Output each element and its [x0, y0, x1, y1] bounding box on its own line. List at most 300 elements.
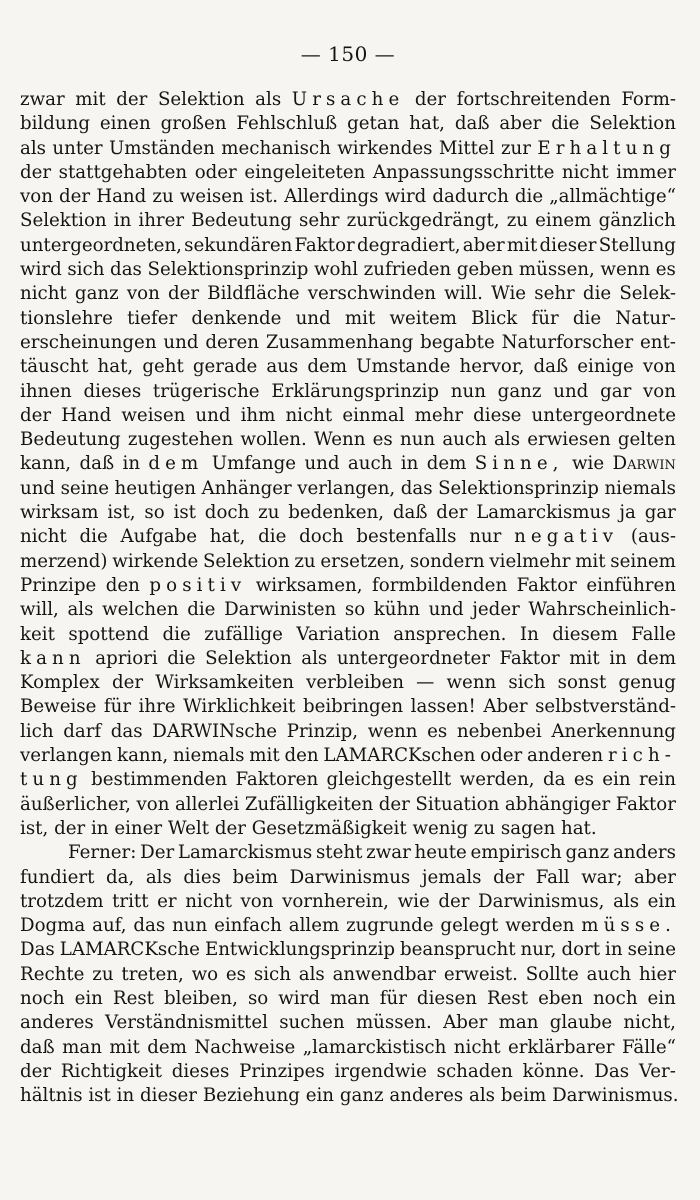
word: vornherein, [282, 890, 389, 912]
word: Ferner: [68, 842, 137, 864]
text-line [20, 1060, 676, 1084]
word: dem [147, 1036, 187, 1058]
word: die [187, 599, 216, 621]
word: welchen [102, 599, 179, 621]
word: noch [20, 987, 65, 1009]
word: will, [20, 599, 59, 621]
word: nur [469, 526, 502, 548]
word: Variation [296, 623, 380, 645]
word: in [122, 453, 141, 475]
word: dies [183, 866, 221, 888]
text-line [20, 185, 676, 209]
word: Stellung [598, 234, 676, 256]
word: Darwinismus. [552, 1085, 679, 1107]
word: hat, [97, 356, 134, 378]
word: LAMARCKschen [323, 745, 476, 767]
word: wenn [367, 720, 418, 742]
word: untergeordnete [531, 404, 676, 426]
word: der [493, 866, 525, 888]
word: Welt [167, 817, 210, 839]
word: Der [140, 842, 175, 864]
word: einem [535, 210, 592, 232]
word: heutigen [114, 477, 196, 499]
word: Selektion [589, 113, 676, 135]
text-line [20, 963, 676, 987]
word: tung [20, 769, 83, 791]
word: man [62, 1036, 102, 1058]
word: genug [618, 672, 676, 694]
text-line [20, 258, 676, 282]
word: dem [148, 453, 204, 475]
word: Selektion [202, 550, 290, 572]
text-line [20, 695, 676, 719]
text-line [20, 525, 676, 549]
word: ersetzen, [320, 550, 406, 572]
text-line [20, 477, 676, 501]
word: niemals [172, 745, 245, 767]
text-line [20, 88, 676, 112]
word: ist. [249, 186, 279, 208]
word: Faktor [499, 647, 560, 669]
word: Prinzipes [239, 1060, 325, 1082]
word: in [113, 210, 132, 232]
text-line [20, 914, 676, 938]
word: Ursache [291, 89, 405, 110]
word: seine [60, 477, 109, 499]
word: man [329, 987, 370, 1009]
word: nun [450, 380, 486, 402]
word: gar [644, 502, 676, 524]
word: Wenn [314, 429, 366, 451]
word: das [400, 477, 433, 499]
word: Fälle“ [621, 1036, 676, 1058]
word: kann, [20, 453, 72, 475]
word: von [20, 186, 53, 208]
word: rein [638, 769, 676, 791]
word: schaden [436, 1060, 513, 1082]
word: Zufälligkeiten [244, 793, 374, 815]
word: nicht [285, 404, 333, 426]
word: der [116, 89, 148, 110]
word: bestimmenden [91, 769, 228, 791]
word: untergeordneten, [20, 234, 182, 256]
word: dieser [139, 1085, 197, 1107]
word: als [20, 137, 46, 159]
word: sehr [298, 210, 340, 232]
word: treten, [121, 963, 184, 985]
word: begabte [420, 331, 495, 353]
text-line [20, 866, 676, 890]
word: dieses [83, 380, 142, 402]
word: erklärbarer [508, 1036, 615, 1058]
word: trügerische [152, 380, 260, 402]
word: auch [586, 963, 632, 985]
text-line [20, 744, 676, 768]
word: Wirklichkeit [183, 696, 296, 718]
word: Verständnismittel [105, 1012, 268, 1034]
word: eben [538, 987, 583, 1009]
word: hervor, [459, 356, 525, 378]
word: sagen [500, 817, 556, 839]
word: darf [63, 720, 102, 742]
word: wenn [446, 672, 497, 694]
word: Umfange [211, 453, 297, 475]
word: lich [20, 720, 54, 742]
word: erscheinungen [20, 331, 157, 353]
word: sehr [534, 283, 575, 305]
word: war; [581, 866, 623, 888]
word: aber [499, 113, 542, 135]
paragraph [20, 841, 679, 1108]
word: wird [278, 987, 320, 1009]
word: Darwin [612, 453, 676, 475]
word: sondern [409, 550, 485, 572]
word: will. [444, 283, 483, 305]
word: ganz [497, 380, 542, 402]
word: bildung [20, 113, 90, 135]
word: sonst [557, 672, 607, 694]
word: als [255, 89, 282, 110]
word: Darwinisten [224, 599, 337, 621]
text-line [20, 331, 676, 355]
word: verschwinden [307, 283, 436, 305]
word: von [642, 356, 676, 378]
word: daß [454, 113, 490, 135]
text-line [20, 817, 676, 841]
word: erwiesen [527, 429, 611, 451]
word: anderes [389, 1085, 464, 1107]
text-line [20, 307, 676, 331]
word: das [110, 720, 143, 742]
word: Prinzipe [20, 574, 97, 596]
word: steht [315, 842, 363, 864]
word: Umständen [108, 137, 215, 159]
word: Das [20, 939, 55, 961]
word: wird [384, 186, 427, 208]
text-line [20, 647, 676, 671]
word: glaube [549, 1012, 613, 1034]
word: Bedeutung [20, 429, 121, 451]
word: Allerdings [284, 186, 379, 208]
word: mit [75, 89, 106, 110]
page-number: — 150 — [300, 42, 396, 66]
word: in [400, 453, 419, 475]
word: nicht, [623, 1012, 676, 1034]
text-line [20, 623, 676, 647]
word: daß [20, 1036, 55, 1058]
word: seinem [610, 550, 676, 572]
word: die [79, 526, 108, 548]
word: Anhänger [201, 477, 292, 499]
word: der [20, 404, 52, 426]
word: Fall [535, 866, 570, 888]
text-line [20, 501, 676, 525]
word: so [344, 599, 366, 621]
word: daß [533, 356, 569, 378]
word: auch [347, 453, 393, 475]
word: (aus- [630, 526, 676, 548]
word: fundiert [20, 866, 95, 888]
word: mit [344, 307, 376, 329]
word: und [20, 477, 56, 499]
text-line [20, 380, 676, 404]
word: die [167, 647, 196, 669]
word: dieses [171, 1060, 230, 1082]
word: weitem [389, 307, 457, 329]
word: Naturforscher [501, 331, 634, 353]
word: der [168, 283, 200, 305]
word: einige [577, 356, 634, 378]
word: zufrieden [363, 259, 452, 281]
word: täuscht [20, 356, 89, 378]
word: dadurch [432, 186, 509, 208]
word: kann [20, 647, 86, 669]
word: für [103, 696, 132, 718]
word: sekundären [184, 234, 293, 256]
word: diesen [416, 987, 477, 1009]
word: dieser [539, 234, 597, 256]
word: In [519, 623, 539, 645]
word: zufällige [204, 623, 283, 645]
text-line [20, 234, 676, 258]
word: Aufgabe [120, 526, 197, 548]
word: werden [505, 915, 575, 937]
word: geht [142, 356, 184, 378]
word: er [157, 890, 177, 912]
word: immer [616, 161, 676, 183]
word: Faktor [294, 234, 355, 256]
word: niemals [604, 477, 676, 499]
word: von [240, 890, 274, 912]
word: Sinne, [474, 453, 564, 475]
word: einen [99, 113, 151, 135]
word: anderen [527, 745, 604, 767]
text-line [20, 938, 676, 962]
word: Selek- [619, 283, 676, 305]
word: wenig [412, 817, 468, 839]
word: Wirksamkeiten [155, 672, 294, 694]
word: das [110, 259, 142, 281]
word: es [427, 720, 448, 742]
word: ihre [138, 696, 176, 718]
text-line [20, 282, 676, 306]
word: wie [397, 890, 430, 912]
text-line [20, 720, 676, 744]
word: anders [612, 842, 676, 864]
word: trotzdem [20, 890, 104, 912]
word: anderes [20, 1012, 94, 1034]
word: der [414, 89, 447, 110]
word: DARWINsche [152, 720, 278, 742]
word: Bedeutung [191, 210, 292, 232]
word: Darwinismus [289, 866, 411, 888]
word: gelegt [440, 915, 499, 937]
word: bedenken, [288, 502, 385, 524]
word: ihnen [20, 380, 72, 402]
word: der [20, 1060, 52, 1082]
word: Erhaltung [537, 137, 676, 159]
word: der [214, 817, 246, 839]
word: die [551, 113, 580, 135]
word: Bildfläche [207, 283, 300, 305]
word: einer [114, 817, 163, 839]
word: untergeordneter [336, 647, 490, 669]
word: ein [74, 987, 103, 1009]
word: zu [473, 817, 496, 839]
word: Falle [631, 623, 676, 645]
word: empirisch [470, 842, 562, 864]
word: einfach [214, 915, 282, 937]
word: wirksam [20, 502, 99, 524]
word: jeder [472, 599, 520, 621]
word: in [90, 817, 109, 839]
word: Hand [61, 404, 112, 426]
word: getan [347, 113, 400, 135]
word: Zusammenhang [265, 331, 414, 353]
word: doch [299, 526, 344, 548]
word: wie [571, 453, 605, 475]
word: hat. [561, 817, 597, 839]
text-line [20, 987, 676, 1011]
text-line [20, 768, 676, 792]
word: verlangen, [297, 477, 396, 499]
word: Hand [96, 186, 147, 208]
word: zur [500, 137, 531, 159]
word: rich- [607, 745, 676, 767]
word: diese [473, 404, 522, 426]
word: weisen [179, 186, 244, 208]
word: für [379, 987, 407, 1009]
word: vielmehr [489, 550, 571, 572]
word: zu [258, 502, 280, 524]
word: Rechte [20, 963, 85, 985]
word: beim [500, 1085, 547, 1107]
word: so [144, 502, 165, 524]
word: Das [594, 1060, 630, 1082]
word: stattgehabten [58, 161, 188, 183]
word: Ver- [638, 1060, 676, 1082]
word: der [436, 502, 468, 524]
word: allerlei [174, 793, 240, 815]
word: gänzlich [598, 210, 676, 232]
word: zwar [366, 842, 411, 864]
word: die [582, 283, 612, 305]
word: Form- [621, 89, 676, 110]
word: tionslehre [20, 307, 113, 329]
word: Komplex [20, 672, 100, 694]
word: müssen. [355, 1012, 432, 1034]
word: denkende [191, 307, 282, 329]
word: Anerkennung [551, 720, 676, 742]
word: ein [647, 987, 676, 1009]
word: allem [288, 915, 340, 937]
word: großen [160, 113, 227, 135]
word: Beweise [20, 696, 97, 718]
word: Selektion [157, 89, 245, 110]
word: weisen [121, 404, 186, 426]
word: wirkendes [337, 137, 433, 159]
word: Prinzip, [286, 720, 359, 742]
word: der [20, 161, 52, 183]
word: mit [249, 745, 280, 767]
word: Entwicklungsprinzip [204, 939, 395, 961]
word: zu [152, 186, 174, 208]
word: der [54, 817, 86, 839]
word: aber [462, 234, 505, 256]
word: diesem [552, 623, 618, 645]
word: nicht [561, 161, 609, 183]
word: geben [456, 259, 514, 281]
word: doch [204, 502, 250, 524]
word: Faktor [615, 793, 676, 815]
word: als [469, 1085, 495, 1107]
text-line [20, 598, 676, 622]
word: Blick [471, 307, 518, 329]
text-line [20, 1084, 679, 1108]
word: beim [232, 866, 279, 888]
word: zu [294, 550, 316, 572]
word: Lamarckismus [177, 842, 313, 864]
word: nur, [520, 939, 557, 961]
word: mechanisch [221, 137, 331, 159]
text-line [20, 890, 676, 914]
word: es [372, 429, 393, 451]
word: dort [561, 939, 601, 961]
word: den [284, 745, 319, 767]
word: nun [172, 915, 208, 937]
word: spottend [68, 623, 150, 645]
word: aus [266, 356, 299, 378]
word: könne. [522, 1060, 585, 1082]
word: in [605, 939, 623, 961]
word: ganz [565, 842, 610, 864]
word: formbildenden [372, 574, 508, 596]
word: jemals [421, 866, 482, 888]
word: hat, [409, 113, 445, 135]
word: wird [20, 259, 62, 281]
text-line [20, 137, 676, 161]
word: zurückgedrängt, [346, 210, 500, 232]
word: gerade [192, 356, 258, 378]
word: und [195, 404, 231, 426]
word: dem [636, 647, 676, 669]
paragraph [20, 88, 676, 841]
word: beansprucht [399, 939, 516, 961]
word: positiv [149, 574, 247, 596]
word: Selektionsprinzip [147, 259, 309, 281]
text-line [20, 404, 676, 428]
text-line [20, 1011, 676, 1035]
word: nicht [185, 890, 232, 912]
word: für [531, 307, 559, 329]
body-text [20, 88, 679, 1108]
word: Aber [483, 696, 528, 718]
word: selbstverständ- [535, 696, 676, 718]
word: und [163, 331, 199, 353]
word: Rest [486, 987, 529, 1009]
word: wenn [600, 259, 651, 281]
text-line [20, 452, 676, 476]
word: gelten [617, 429, 676, 451]
word: der [59, 186, 91, 208]
word: daß [392, 502, 428, 524]
text-line [20, 112, 676, 136]
word: Nachweise [194, 1036, 296, 1058]
word: nicht [20, 283, 67, 305]
word: ist, [20, 817, 49, 839]
word: Mittel [438, 137, 495, 159]
word: der [378, 793, 410, 815]
